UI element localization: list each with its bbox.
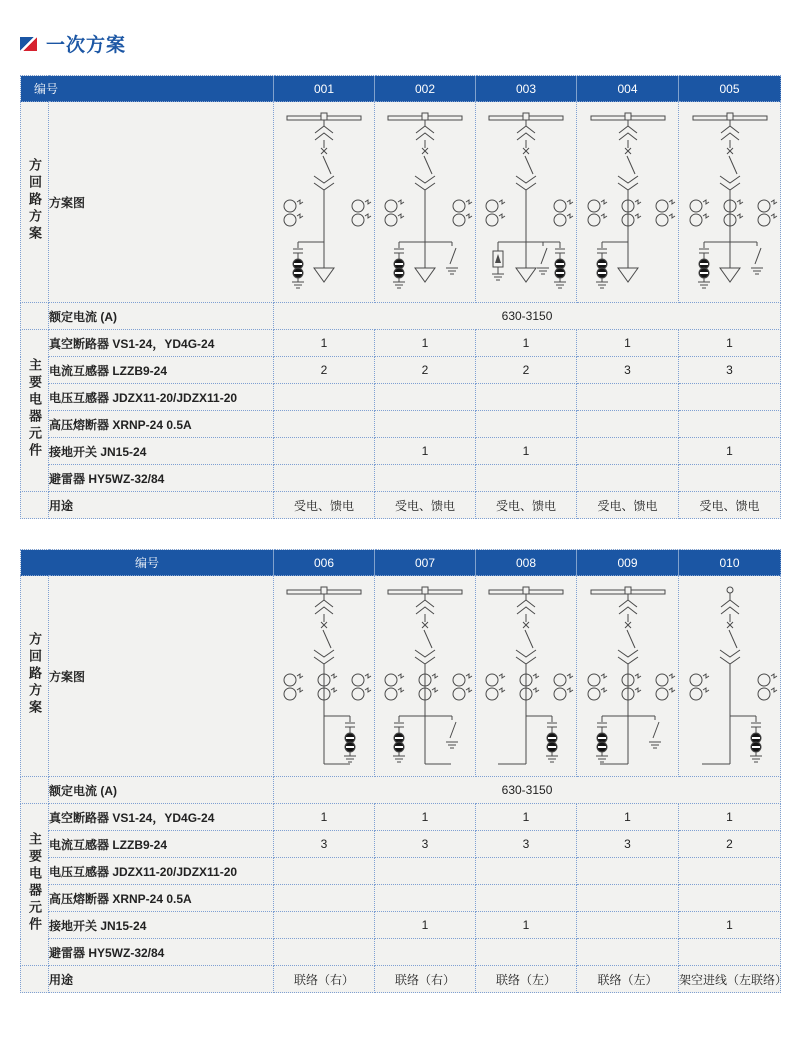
- component-value-002: 2: [375, 357, 476, 384]
- component-row: [21, 939, 781, 966]
- row-label-usage: 用途: [49, 966, 274, 993]
- row-label-usage: 用途: [49, 492, 274, 519]
- component-value-009: [577, 912, 679, 939]
- component-value-010: [679, 939, 781, 966]
- diagram-cell-005: [679, 102, 781, 303]
- component-row: [21, 885, 781, 912]
- column-header-008: 008: [476, 550, 577, 576]
- section-title-row: [20, 30, 780, 57]
- diagram-cell-002: [375, 102, 476, 303]
- usage-value-008: 联络（左）: [476, 966, 577, 993]
- component-value-009: [577, 939, 679, 966]
- component-value-010: [679, 858, 781, 885]
- usage-value-001: 受电、馈电: [274, 492, 375, 519]
- component-value-003: [476, 411, 577, 438]
- row-label-rated-current: 额定电流 (A): [49, 777, 274, 804]
- scheme-tables-container: [20, 75, 788, 993]
- component-value-009: 1: [577, 804, 679, 831]
- table-body: [21, 576, 788, 993]
- component-value-005: [679, 411, 781, 438]
- component-value-008: [476, 858, 577, 885]
- component-value-006: [274, 939, 375, 966]
- component-value-001: [274, 384, 375, 411]
- component-value-007: 1: [375, 804, 476, 831]
- usage-value-007: 联络（右）: [375, 966, 476, 993]
- diagram-cell-010: [679, 576, 781, 777]
- usage-value-006: 联络（右）: [274, 966, 375, 993]
- scheme-diagram-010: [680, 576, 780, 776]
- scheme-diagram-007: [375, 576, 475, 776]
- component-value-009: 3: [577, 831, 679, 858]
- scheme-diagram-009: [578, 576, 678, 776]
- table-header: [21, 76, 781, 102]
- header-row: [21, 550, 781, 576]
- table-body: [21, 102, 781, 519]
- scheme-table-2: [20, 549, 788, 993]
- usage-value-009: 联络（左）: [577, 966, 679, 993]
- component-value-008: 3: [476, 831, 577, 858]
- component-row: [21, 438, 781, 465]
- row-label-component: 高压熔断器 XRNP-24 0.5A: [49, 411, 274, 438]
- component-value-003: [476, 465, 577, 492]
- component-value-004: 3: [577, 357, 679, 384]
- column-header-009: 009: [577, 550, 679, 576]
- component-row: [21, 858, 781, 885]
- component-value-006: [274, 858, 375, 885]
- component-value-006: [274, 912, 375, 939]
- rated-current-row: [21, 777, 781, 804]
- scheme-diagram-002: [375, 102, 475, 302]
- column-header-005: 005: [679, 76, 781, 102]
- page-title: 一次方案: [46, 35, 127, 56]
- diagram-cell-007: [375, 576, 476, 777]
- row-label-component: 避雷器 HY5WZ-32/84: [49, 939, 274, 966]
- scheme-diagram-003: [476, 102, 576, 302]
- component-value-002: [375, 384, 476, 411]
- component-value-003: [476, 384, 577, 411]
- group-spacer-cell: [21, 777, 49, 804]
- diagram-cell-008: [476, 576, 577, 777]
- component-value-001: 2: [274, 357, 375, 384]
- component-value-001: [274, 465, 375, 492]
- row-label-diagram: 方案图: [49, 102, 274, 303]
- component-value-008: [476, 939, 577, 966]
- row-label-component: 电流互感器 LZZB9-24: [49, 831, 274, 858]
- column-header-003: 003: [476, 76, 577, 102]
- component-value-009: [577, 858, 679, 885]
- scheme-diagram-004: [578, 102, 678, 302]
- usage-value-004: 受电、馈电: [577, 492, 679, 519]
- component-value-002: 1: [375, 438, 476, 465]
- diagram-cell-003: [476, 102, 577, 303]
- component-row: [21, 465, 781, 492]
- component-value-003: 1: [476, 330, 577, 357]
- scheme-diagram-001: [274, 102, 374, 302]
- row-label-component: 电压互感器 JDZX11-20/JDZX11-20: [49, 384, 274, 411]
- component-value-004: [577, 465, 679, 492]
- component-value-001: 1: [274, 330, 375, 357]
- component-row: [21, 384, 781, 411]
- usage-row: [21, 492, 781, 519]
- diagram-row: [21, 102, 781, 303]
- component-row: [21, 831, 781, 858]
- component-value-006: 3: [274, 831, 375, 858]
- component-value-009: [577, 885, 679, 912]
- component-value-007: 3: [375, 831, 476, 858]
- diagram-row: [21, 576, 781, 777]
- scheme-diagram-006: [274, 576, 374, 776]
- scheme-table-1: [20, 75, 781, 519]
- row-label-component: 接地开关 JN15-24: [49, 912, 274, 939]
- component-value-007: [375, 885, 476, 912]
- component-value-004: [577, 438, 679, 465]
- row-label-component: 真空断路器 VS1-24，YD4G-24: [49, 804, 274, 831]
- component-value-002: 1: [375, 330, 476, 357]
- header-number-label: 编号: [21, 550, 274, 576]
- row-label-component: 电流互感器 LZZB9-24: [49, 357, 274, 384]
- row-label-component: 真空断路器 VS1-24，YD4G-24: [49, 330, 274, 357]
- usage-value-003: 受电、馈电: [476, 492, 577, 519]
- rated-current-value: 630-3150: [274, 303, 781, 330]
- component-value-002: [375, 465, 476, 492]
- column-header-007: 007: [375, 550, 476, 576]
- diagram-cell-001: [274, 102, 375, 303]
- component-row: [21, 357, 781, 384]
- component-value-006: 1: [274, 804, 375, 831]
- component-row: [21, 804, 781, 831]
- title-marker-icon: [20, 37, 37, 51]
- usage-row: [21, 966, 781, 993]
- row-label-diagram: 方案图: [49, 576, 274, 777]
- usage-value-010: 架空进线（左联络）: [679, 966, 781, 993]
- component-value-003: 2: [476, 357, 577, 384]
- component-value-004: 1: [577, 330, 679, 357]
- row-label-component: 电压互感器 JDZX11-20/JDZX11-20: [49, 858, 274, 885]
- component-value-005: [679, 384, 781, 411]
- component-value-010: [679, 885, 781, 912]
- diagram-cell-006: [274, 576, 375, 777]
- usage-value-002: 受电、馈电: [375, 492, 476, 519]
- column-header-004: 004: [577, 76, 679, 102]
- component-value-004: [577, 384, 679, 411]
- column-header-006: 006: [274, 550, 375, 576]
- group-spacer-cell: [21, 303, 49, 330]
- diagram-cell-009: [577, 576, 679, 777]
- component-value-002: [375, 411, 476, 438]
- group-spacer-cell: [21, 966, 49, 993]
- component-value-010: 1: [679, 912, 781, 939]
- scheme-diagram-008: [476, 576, 576, 776]
- component-value-005: 1: [679, 438, 781, 465]
- rated-current-value: 630-3150: [274, 777, 781, 804]
- usage-value-005: 受电、馈电: [679, 492, 781, 519]
- row-label-component: 高压熔断器 XRNP-24 0.5A: [49, 885, 274, 912]
- component-value-005: [679, 465, 781, 492]
- component-row: [21, 411, 781, 438]
- component-value-004: [577, 411, 679, 438]
- column-header-001: 001: [274, 76, 375, 102]
- component-value-006: [274, 885, 375, 912]
- rated-current-row: [21, 303, 781, 330]
- column-header-002: 002: [375, 76, 476, 102]
- component-row: [21, 912, 781, 939]
- component-value-001: [274, 438, 375, 465]
- component-value-007: [375, 858, 476, 885]
- group-spacer-cell: [21, 492, 49, 519]
- group-label-circuit-scheme: 方回路方案: [21, 576, 49, 777]
- component-value-003: 1: [476, 438, 577, 465]
- row-label-component: 避雷器 HY5WZ-32/84: [49, 465, 274, 492]
- group-label-main-components: 主要电器元件: [21, 804, 49, 966]
- diagram-cell-004: [577, 102, 679, 303]
- component-value-001: [274, 411, 375, 438]
- scheme-diagram-005: [680, 102, 780, 302]
- row-label-component: 接地开关 JN15-24: [49, 438, 274, 465]
- component-row: [21, 330, 781, 357]
- row-label-rated-current: 额定电流 (A): [49, 303, 274, 330]
- column-header-010: 010: [679, 550, 781, 576]
- header-row: [21, 76, 781, 102]
- component-value-010: 1: [679, 804, 781, 831]
- header-number-label: 编号: [21, 76, 274, 102]
- component-value-005: 1: [679, 330, 781, 357]
- component-value-007: 1: [375, 912, 476, 939]
- group-label-circuit-scheme: 方回路方案: [21, 102, 49, 303]
- table-header: [21, 550, 781, 576]
- group-label-main-components: 主要电器元件: [21, 330, 49, 492]
- component-value-005: 3: [679, 357, 781, 384]
- component-value-008: 1: [476, 804, 577, 831]
- component-value-007: [375, 939, 476, 966]
- component-value-010: 2: [679, 831, 781, 858]
- component-value-008: [476, 885, 577, 912]
- component-value-008: 1: [476, 912, 577, 939]
